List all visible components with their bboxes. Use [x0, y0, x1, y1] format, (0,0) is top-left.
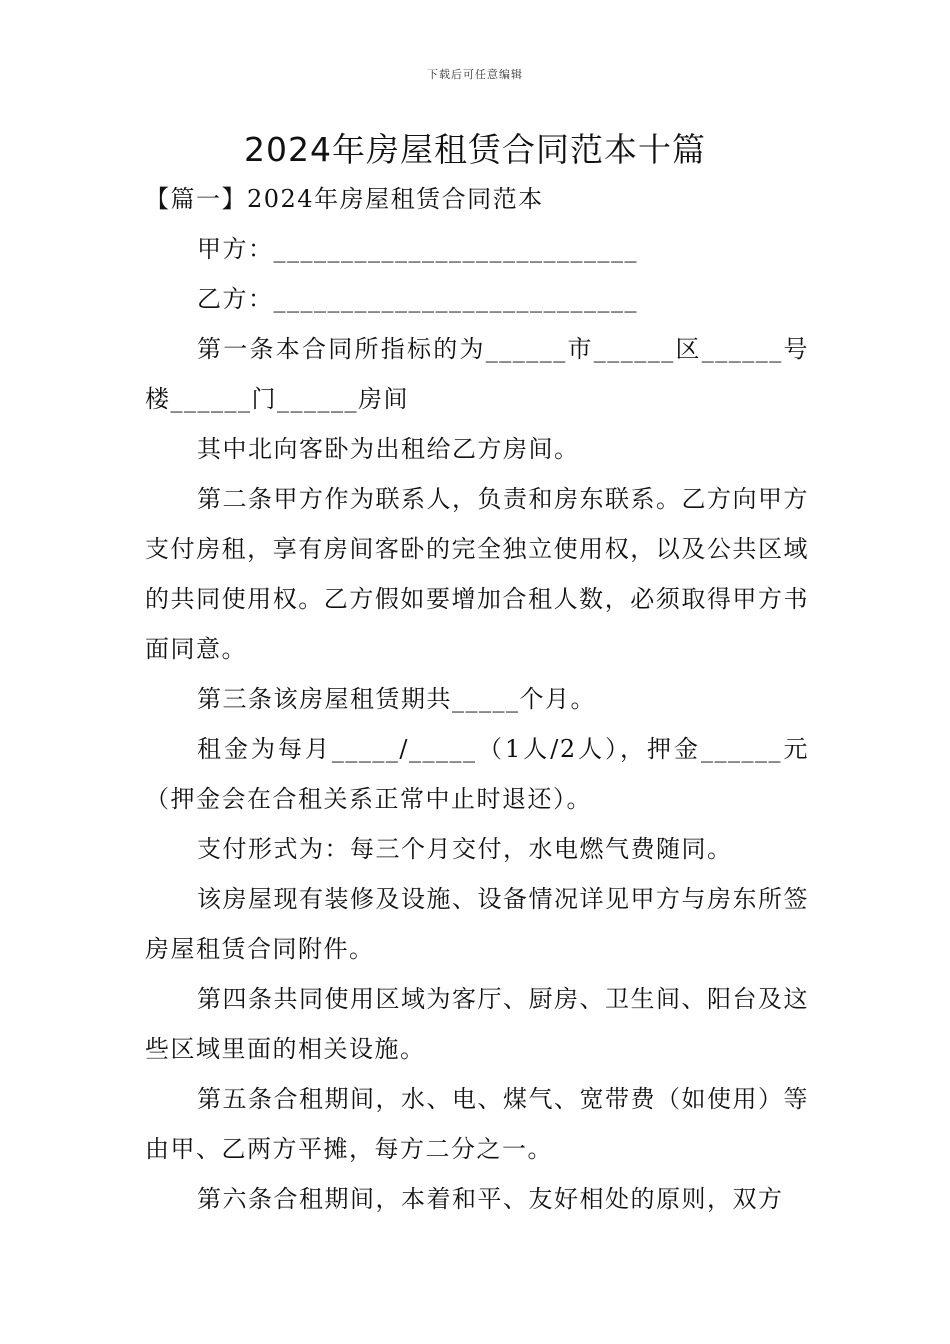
rent-and-deposit: 租金为每月_____/_____（1人/2人），押金______元（押金会在合租关系正常中止时退还）。	[145, 735, 809, 813]
document-body	[145, 174, 809, 1224]
section-heading: 【篇一】2024年房屋租赁合同范本	[145, 185, 544, 213]
article-5: 第五条合租期间，水、电、煤气、宽带费（如使用）等由甲、乙两方平摊，每方二分之一。	[145, 1085, 809, 1163]
article-1: 第一条本合同所指标的为______市______区______号楼______门______房间	[145, 335, 809, 413]
article-2: 第二条甲方作为联系人，负责和房东联系。乙方向甲方支付房租，享有房间客卧的完全独立使用权，以及公共区域的共同使用权。乙方假如要增加合租人数，必须取得甲方书面同意。	[145, 485, 809, 663]
party-a-line: 甲方：___________________________	[197, 235, 638, 263]
article-4: 第四条共同使用区域为客厅、厨房、卫生间、阳台及这些区域里面的相关设施。	[145, 985, 809, 1063]
facilities-note: 该房屋现有装修及设施、设备情况详见甲方与房东所签房屋租赁合同附件。	[145, 885, 809, 963]
article-6: 第六条合租期间，本着和平、友好相处的原则，双方	[197, 1185, 784, 1213]
room-description: 其中北向客卧为出租给乙方房间。	[197, 435, 580, 463]
document-title: 2024年房屋租赁合同范本十篇	[244, 130, 706, 169]
payment-method: 支付形式为：每三个月交付，水电燃气费随同。	[197, 835, 733, 863]
header-note: 下载后可任意编辑	[427, 68, 523, 81]
article-3: 第三条该房屋租赁期共_____个月。	[197, 685, 596, 713]
party-b-line: 乙方：___________________________	[197, 285, 638, 313]
